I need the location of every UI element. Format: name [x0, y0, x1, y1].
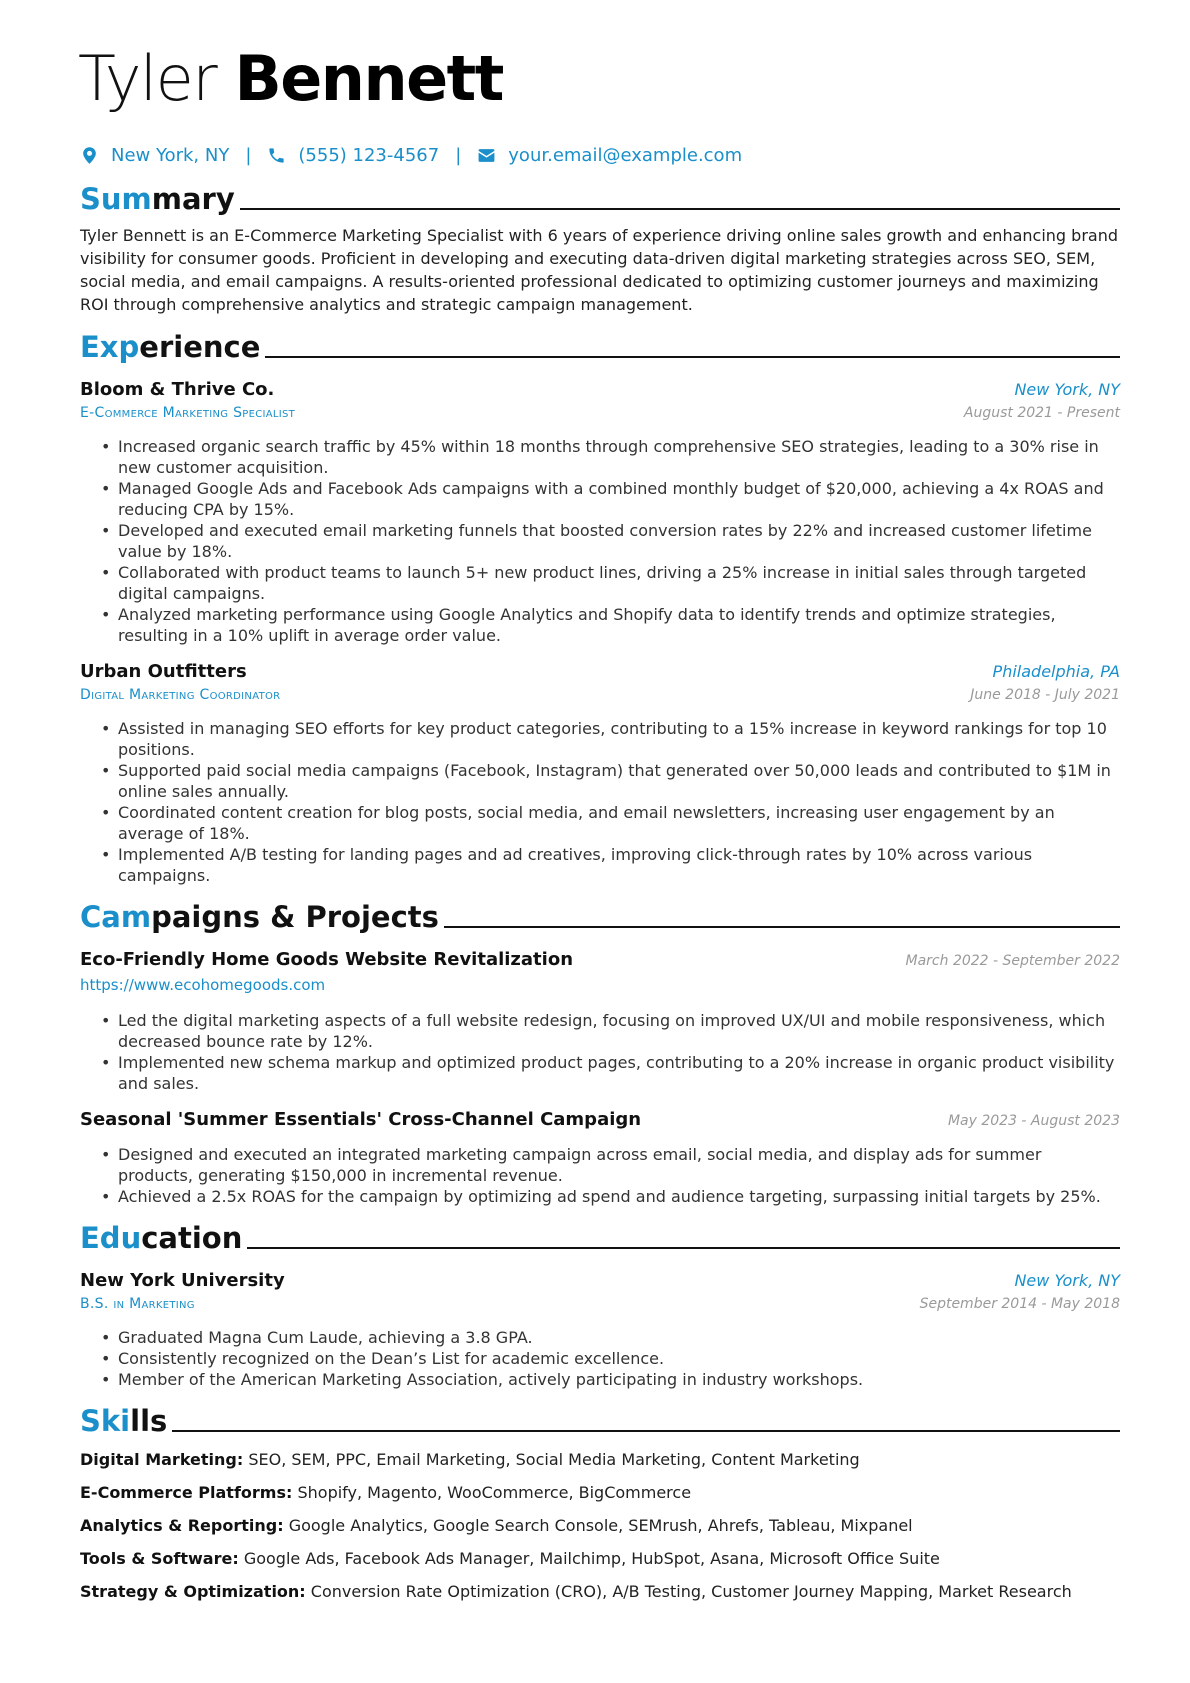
skill-label: E-Commerce Platforms:	[80, 1483, 293, 1502]
section-title-experience	[80, 326, 1120, 364]
section-title-rest: lls	[130, 1404, 168, 1438]
list-item: • Coordinated content creation for blog posts, social media, and email newsletters, increasing user engagement by an average of 18%.	[118, 802, 1120, 844]
contact-location	[80, 145, 229, 166]
list-item: • Assisted in managing SEO efforts for key product categories, contributing to a 15% increase in keyword rankings for top 10 positions.	[118, 718, 1120, 760]
degree: B.S. in Marketing	[80, 1296, 195, 1312]
envelope-icon	[477, 146, 496, 165]
project-title: Seasonal 'Summer Essentials' Cross-Channel Campaign	[80, 1109, 642, 1130]
job-title: E-Commerce Marketing Specialist	[80, 405, 296, 421]
contact-bar	[80, 142, 1120, 168]
skill-label: Analytics & Reporting:	[80, 1516, 284, 1535]
skill-values: Google Ads, Facebook Ads Manager, Mailchimp, HubSpot, Asana, Microsoft Office Suite	[243, 1549, 940, 1568]
phone-text: (555) 123-4567	[298, 144, 440, 166]
skill-label: Digital Marketing:	[80, 1450, 244, 1469]
project-entry	[80, 948, 1120, 1094]
skill-label: Strategy & Optimization:	[80, 1582, 306, 1601]
company-name: Bloom & Thrive Co.	[80, 379, 275, 400]
list-item: • Managed Google Ads and Facebook Ads campaigns with a combined monthly budget of $20,000, achieving a 4x ROAS and reducing CPA by 15%.	[118, 478, 1120, 520]
section-divider	[247, 1247, 1120, 1249]
section-title-accent: Cam	[80, 900, 152, 934]
phone-icon	[267, 146, 286, 165]
section-title-accent: Exp	[80, 330, 140, 364]
skill-values: SEO, SEM, PPC, Email Marketing, Social Media Marketing, Content Marketing	[248, 1450, 860, 1469]
job-location: Philadelphia, PA	[992, 662, 1120, 681]
section-title-rest: paigns & Projects	[151, 900, 439, 934]
section-title-rest: cation	[141, 1221, 243, 1255]
list-item: • Developed and executed email marketing funnels that boosted conversion rates by 22% and increased customer lifetime value by 18%.	[118, 520, 1120, 562]
section-title-accent: Edu	[80, 1221, 142, 1255]
map-pin-icon	[80, 146, 99, 165]
first-name: Tyler	[78, 42, 217, 115]
contact-separator: |	[455, 144, 462, 166]
list-item: • Led the digital marketing aspects of a full website redesign, focusing on improved UX/UI and mobile responsiveness, which decreased bounce rate by 12%.	[118, 1010, 1120, 1052]
section-divider	[172, 1430, 1120, 1432]
achievement-list	[80, 436, 1120, 646]
list-item: • Implemented A/B testing for landing pages and ad creatives, improving click-through rates by 10% across various campaigns.	[118, 844, 1120, 886]
job-dates: August 2021 - Present	[963, 405, 1120, 421]
list-item: • Increased organic search traffic by 45% within 18 months through comprehensive SEO strategies, leading to a 30% rise in new customer acquisition.	[118, 436, 1120, 478]
resume-page	[80, 40, 1120, 1603]
job-location: New York, NY	[1014, 380, 1120, 399]
company-name: Urban Outfitters	[80, 661, 247, 682]
skill-values: Conversion Rate Optimization (CRO), A/B Testing, Customer Journey Mapping, Market Research	[310, 1582, 1072, 1601]
list-item: • Graduated Magna Cum Laude, achieving a 3.8 GPA.	[118, 1327, 1120, 1348]
section-title-education	[80, 1217, 1120, 1255]
last-name: Bennett	[234, 42, 503, 115]
project-entry	[80, 1108, 1120, 1207]
project-link[interactable]: https://www.ecohomegoods.com	[80, 976, 326, 994]
achievement-list	[80, 1327, 1120, 1390]
candidate-name	[78, 40, 1120, 118]
section-title-projects	[80, 896, 1120, 934]
project-dates: March 2022 - September 2022	[905, 953, 1120, 969]
contact-separator: |	[245, 144, 252, 166]
contact-email[interactable]	[477, 145, 742, 166]
skill-values: Google Analytics, Google Search Console, SEMrush, Ahrefs, Tableau, Mixpanel	[288, 1516, 913, 1535]
section-title-accent: Ski	[80, 1404, 131, 1438]
experience-entry	[80, 660, 1120, 886]
location-text: New York, NY	[111, 144, 230, 166]
list-item: • Designed and executed an integrated marketing campaign across email, social media, and display ads for summer products, generating $150,000 in incremental revenue.	[118, 1144, 1120, 1186]
skill-line	[80, 1515, 1120, 1537]
achievement-list	[80, 1144, 1120, 1207]
list-item: • Analyzed marketing performance using Google Analytics and Shopify data to identify trends and optimize strategies, resulting in a 10% uplift in average order value.	[118, 604, 1120, 646]
achievement-list	[80, 1010, 1120, 1094]
section-title-skills	[80, 1400, 1120, 1438]
job-title: Digital Marketing Coordinator	[80, 687, 281, 703]
achievement-list	[80, 718, 1120, 886]
school-location: New York, NY	[1014, 1271, 1120, 1290]
education-dates: September 2014 - May 2018	[919, 1296, 1120, 1312]
section-title-rest: mary	[151, 182, 235, 216]
job-dates: June 2018 - July 2021	[970, 687, 1120, 703]
contact-phone[interactable]	[267, 145, 439, 166]
section-divider	[265, 356, 1120, 358]
skill-values: Shopify, Magento, WooCommerce, BigCommerce	[297, 1483, 692, 1502]
education-entry	[80, 1269, 1120, 1390]
school-name: New York University	[80, 1270, 285, 1291]
experience-entry	[80, 378, 1120, 646]
section-divider	[444, 926, 1120, 928]
section-title-summary	[80, 178, 1120, 216]
list-item: • Supported paid social media campaigns (Facebook, Instagram) that generated over 50,000 leads and contributed to $1M in online sales annually.	[118, 760, 1120, 802]
skill-label: Tools & Software:	[80, 1549, 239, 1568]
list-item: • Member of the American Marketing Association, actively participating in industry workshops.	[118, 1369, 1120, 1390]
project-title: Eco-Friendly Home Goods Website Revitalization	[80, 949, 574, 970]
skill-line	[80, 1548, 1120, 1570]
skill-line	[80, 1581, 1120, 1603]
section-divider	[240, 208, 1120, 210]
list-item: • Consistently recognized on the Dean’s List for academic excellence.	[118, 1348, 1120, 1369]
project-dates: May 2023 - August 2023	[947, 1113, 1120, 1129]
section-title-accent: Sum	[80, 182, 152, 216]
list-item: • Collaborated with product teams to launch 5+ new product lines, driving a 25% increase in initial sales through targeted digital campaigns.	[118, 562, 1120, 604]
skill-line	[80, 1449, 1120, 1471]
section-title-rest: erience	[139, 330, 261, 364]
list-item: • Achieved a 2.5x ROAS for the campaign by optimizing ad spend and audience targeting, surpassing initial targets by 25%.	[118, 1186, 1120, 1207]
skill-line	[80, 1482, 1120, 1504]
summary-text: Tyler Bennett is an E-Commerce Marketing Specialist with 6 years of experience driving online sales growth and enhancing brand visibility for consumer goods. Proficient in developing and executing data-driven digital marketing strategies across SEO, SEM, social media, and email campaigns. A results-oriented professional dedicated to optimizing customer journeys and maximizing ROI through comprehensive analytics and strategic campaign management.	[80, 226, 1118, 314]
list-item: • Implemented new schema markup and optimized product pages, contributing to a 20% increase in organic product visibility and sales.	[118, 1052, 1120, 1094]
email-text: your.email@example.com	[508, 144, 743, 166]
